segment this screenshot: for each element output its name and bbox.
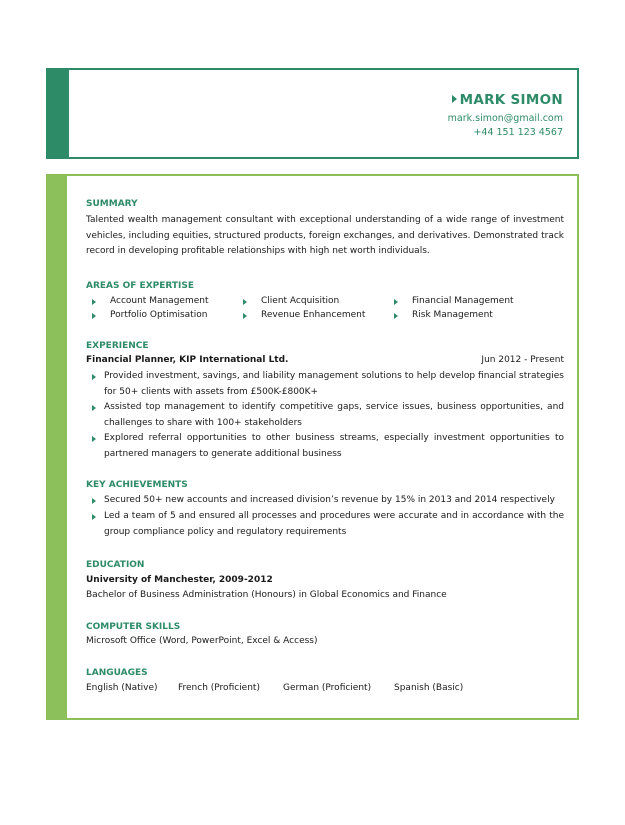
language-item: German (Proficient) <box>283 683 372 693</box>
job-dates: Jun 2012 - Present <box>481 355 564 365</box>
language-item: English (Native) <box>86 683 158 693</box>
triangle-bullet-icon <box>92 374 96 380</box>
summary-text: Talented wealth management consultant with exceptional understanding of a wide range of investment vehicles, including equities, structured products, foreign exchanges, and derivatives. Demonstrated track record in developing profitable relationships with high net worth individuals. <box>86 215 564 256</box>
main-box: SUMMARY Talented wealth management consultant with exceptional understanding of a wide range of investment vehicles, including equities, structured products, foreign exchanges, and derivatives. Demonstrated track record in developing profitable relationships with high net worth individuals. AREAS OF EXPERTISE Account Management Client Acquisition Financial Management Portfolio Optimisation Revenue Enhancement Risk Management EXPERIENCE Financial Planner, KIP International Ltd. Jun 2012 - Present Provided investment, savings, and liability management solutions to help develop financial strategies for 50+ clients with assets from £500K-£800K+ Assisted top management to identify competitive gaps, service issues, business opportunities, and challenges to share with 100+ stakeholders Explored referral opportunities to other business streams, especially investment opportunities to partnered managers to generate additional business KEY ACHIEVEMENTS Secured 50+ new accounts and increased division’s revenue by 15% in 2013 and 2014 respectively Led a team of 5 and ensured all processes and procedures were accurate and in accordance with the group compliance policy and regulatory requirements EDUCATION University of Manchester, 2009-2012 Bachelor of Business Administration (Honours) in Global Economics and Finance COMPUTER SKILLS Microsoft Office (Word, PowerPoint, Excel & Access) LANGUAGES English (Native) French (Proficient) German (Proficient) Spanish (Basic) <box>46 174 579 720</box>
header-accent-bar <box>48 70 69 157</box>
candidate-name: MARK SIMON <box>452 92 563 108</box>
experience-heading: EXPERIENCE <box>86 341 149 351</box>
triangle-bullet-icon <box>92 313 96 319</box>
language-item: Spanish (Basic) <box>394 683 464 693</box>
achievements-heading: KEY ACHIEVEMENTS <box>86 480 188 490</box>
triangle-bullet-icon <box>92 405 96 411</box>
expertise-heading: AREAS OF EXPERTISE <box>86 281 195 291</box>
email[interactable]: mark.simon@gmail.com <box>447 113 563 124</box>
triangle-bullet-icon <box>452 95 457 103</box>
education-heading: EDUCATION <box>86 560 145 570</box>
job-title: Financial Planner, KIP International Ltd. <box>86 355 289 365</box>
computer-skills-text: Microsoft Office (Word, PowerPoint, Excel & Access) <box>86 636 318 646</box>
summary-heading: SUMMARY <box>86 199 138 209</box>
languages-heading: LANGUAGES <box>86 668 148 678</box>
triangle-bullet-icon <box>394 313 398 319</box>
triangle-bullet-icon <box>92 498 96 504</box>
main-accent-bar <box>48 176 67 718</box>
triangle-bullet-icon <box>92 514 96 520</box>
triangle-bullet-icon <box>92 299 96 305</box>
phone: +44 151 123 4567 <box>473 127 563 138</box>
triangle-bullet-icon <box>243 313 247 319</box>
language-item: French (Proficient) <box>178 683 260 693</box>
triangle-bullet-icon <box>394 299 398 305</box>
triangle-bullet-icon <box>92 436 96 442</box>
triangle-bullet-icon <box>243 299 247 305</box>
education-school: University of Manchester, 2009-2012 <box>86 575 273 585</box>
header-box <box>46 68 579 159</box>
computer-skills-heading: COMPUTER SKILLS <box>86 622 181 632</box>
education-degree: Bachelor of Business Administration (Honours) in Global Economics and Finance <box>86 590 447 600</box>
